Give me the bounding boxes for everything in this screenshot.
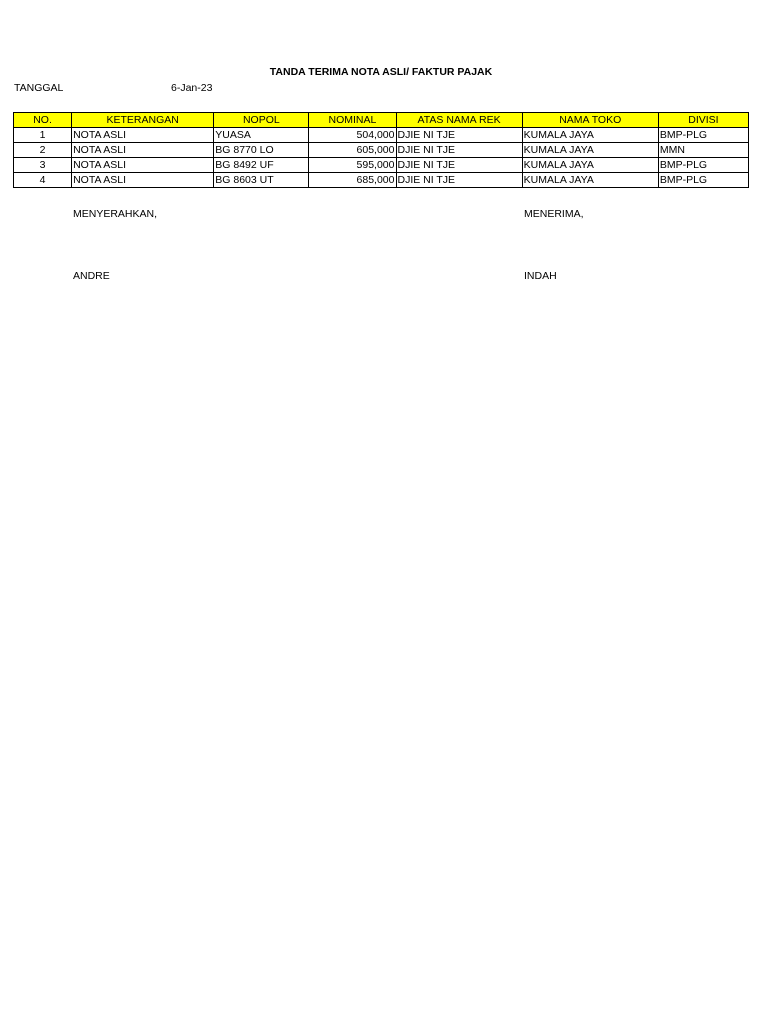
cell-nama-toko: KUMALA JAYA	[522, 128, 658, 143]
cell-atas-nama-rek: DJIE NI TJE	[396, 173, 522, 188]
cell-nominal: 685,000	[309, 173, 396, 188]
cell-no: 1	[14, 128, 72, 143]
cell-nominal: 504,000	[309, 128, 396, 143]
column-header-divisi: DIVISI	[658, 113, 748, 128]
cell-keterangan: NOTA ASLI	[72, 158, 214, 173]
receiver-label: MENERIMA,	[524, 208, 584, 220]
cell-keterangan: NOTA ASLI	[72, 173, 214, 188]
giver-name: ANDRE	[73, 270, 110, 282]
cell-nopol: BG 8492 UF	[214, 158, 309, 173]
cell-nopol: BG 8603 UT	[214, 173, 309, 188]
cell-nopol: YUASA	[214, 128, 309, 143]
table-row	[14, 158, 749, 173]
table-row	[14, 173, 749, 188]
cell-nama-toko: KUMALA JAYA	[522, 173, 658, 188]
table-row	[14, 128, 749, 143]
giver-label: MENYERAHKAN,	[73, 208, 158, 220]
receipt-table	[13, 112, 749, 188]
cell-nopol: BG 8770 LO	[214, 143, 309, 158]
cell-no: 4	[14, 173, 72, 188]
cell-atas-nama-rek: DJIE NI TJE	[396, 158, 522, 173]
table-header-row	[14, 113, 749, 128]
column-header-nominal: NOMINAL	[309, 113, 396, 128]
cell-nama-toko: KUMALA JAYA	[522, 143, 658, 158]
column-header-atas-nama-rek: ATAS NAMA REK	[396, 113, 522, 128]
cell-divisi: BMP-PLG	[658, 173, 748, 188]
cell-divisi: MMN	[658, 143, 748, 158]
cell-atas-nama-rek: DJIE NI TJE	[396, 143, 522, 158]
cell-no: 3	[14, 158, 72, 173]
date-value: 6-Jan-23	[171, 82, 213, 94]
cell-keterangan: NOTA ASLI	[72, 128, 214, 143]
column-header-keterangan: KETERANGAN	[72, 113, 214, 128]
cell-nama-toko: KUMALA JAYA	[522, 158, 658, 173]
cell-atas-nama-rek: DJIE NI TJE	[396, 128, 522, 143]
receiver-name: INDAH	[524, 270, 557, 282]
cell-no: 2	[14, 143, 72, 158]
table-row	[14, 143, 749, 158]
cell-nominal: 605,000	[309, 143, 396, 158]
column-header-nopol: NOPOL	[214, 113, 309, 128]
column-header-nama-toko: NAMA TOKO	[522, 113, 658, 128]
date-label: TANGGAL	[14, 82, 64, 94]
document-title: TANDA TERIMA NOTA ASLI/ FAKTUR PAJAK	[269, 66, 493, 78]
cell-keterangan: NOTA ASLI	[72, 143, 214, 158]
column-header-no: NO.	[14, 113, 72, 128]
cell-divisi: BMP-PLG	[658, 158, 748, 173]
cell-divisi: BMP-PLG	[658, 128, 748, 143]
cell-nominal: 595,000	[309, 158, 396, 173]
